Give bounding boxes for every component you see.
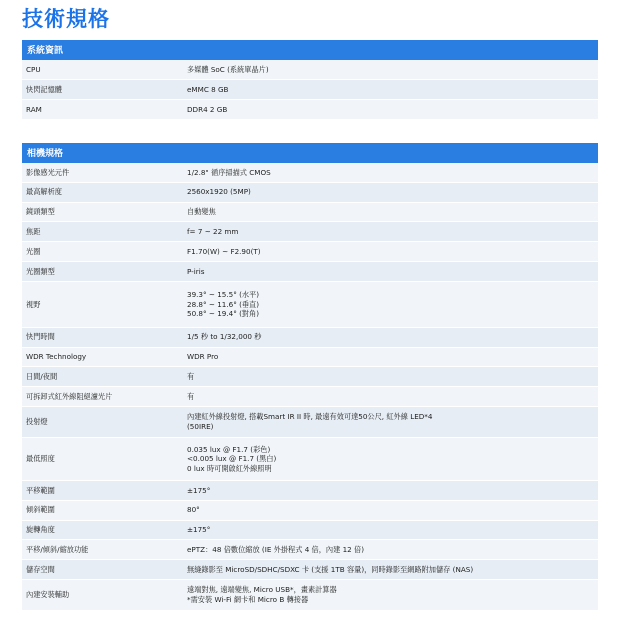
system-info-section bbox=[22, 40, 598, 120]
table-row bbox=[22, 262, 598, 282]
table-row bbox=[22, 183, 598, 203]
table-row bbox=[22, 560, 598, 580]
row-value: 無縫錄影至 MicroSD/SDHC/SDXC 卡 (支援 1TB 容量)，同時錄影至網路附加儲存 (NAS) bbox=[187, 564, 474, 574]
table-row bbox=[22, 407, 598, 438]
row-label: 焦距 bbox=[26, 227, 41, 237]
row-value: eMMC 8 GB bbox=[187, 84, 229, 94]
row-label: 影像感光元件 bbox=[26, 167, 70, 177]
row-label: 旋轉角度 bbox=[26, 525, 55, 535]
row-value: ±175° bbox=[187, 525, 211, 535]
table-row bbox=[22, 521, 598, 541]
row-value: f= 7 ~ 22 mm bbox=[187, 227, 239, 237]
row-value: ePTZ：48 倍數位縮放 (IE 外掛程式 4 倍，內建 12 倍) bbox=[187, 545, 365, 554]
row-label: 快閃記憶體 bbox=[26, 84, 62, 94]
row-value: 0.035 lux @ F1.7 (彩色) <0.005 lux @ F1.7 (黑白) 0 lux 時可開啟紅外線照明 bbox=[187, 444, 277, 473]
table-row bbox=[22, 328, 598, 348]
row-label: 日間/夜間 bbox=[26, 372, 58, 382]
table-row bbox=[22, 481, 598, 501]
table-row bbox=[22, 80, 598, 100]
row-value: F1.70(W) ~ F2.90(T) bbox=[187, 246, 261, 256]
row-value: 有 bbox=[187, 372, 195, 382]
section-header: 相機規格 bbox=[22, 143, 598, 163]
table-row bbox=[22, 438, 598, 481]
row-label: 鏡頭類型 bbox=[26, 207, 55, 217]
system-info-table bbox=[22, 60, 598, 120]
row-value: WDR Pro bbox=[187, 352, 219, 362]
table-row bbox=[22, 501, 598, 521]
row-value: 2560x1920 (5MP) bbox=[187, 187, 251, 197]
table-row bbox=[22, 163, 598, 183]
row-label: 儲存空間 bbox=[26, 564, 55, 574]
row-value: DDR4 2 GB bbox=[187, 104, 228, 114]
row-label: 平移/傾斜/縮放功能 bbox=[26, 545, 89, 554]
row-value: 39.3° ~ 15.5° (水平) 28.8° ~ 11.6° (垂直) 50.8° ~ 19.4° (對角) bbox=[187, 290, 260, 319]
row-label: RAM bbox=[26, 104, 42, 114]
row-label: WDR Technology bbox=[26, 352, 87, 362]
table-row bbox=[22, 100, 598, 120]
row-value: ±175° bbox=[187, 485, 211, 495]
table-row bbox=[22, 540, 598, 560]
table-row bbox=[22, 282, 598, 328]
table-row bbox=[22, 60, 598, 80]
row-value: 多媒體 SoC (系統單晶片) bbox=[187, 64, 269, 74]
row-value: 遠端對焦, 遠端變焦, Micro USB*，畫素計算器 *需安裝 Wi-Fi 網卡和 Micro B 轉接器 bbox=[187, 585, 337, 604]
row-label: 傾斜範圍 bbox=[26, 505, 55, 515]
row-label: 光圈 bbox=[26, 246, 41, 256]
table-row bbox=[22, 387, 598, 407]
row-label: 最低照度 bbox=[26, 454, 55, 464]
row-label: 平移範圍 bbox=[26, 485, 55, 495]
section-header: 系統資訊 bbox=[22, 40, 598, 60]
row-label: 快門時間 bbox=[26, 332, 55, 342]
row-label: CPU bbox=[26, 64, 41, 74]
table-row bbox=[22, 367, 598, 387]
row-value: 80° bbox=[187, 505, 200, 515]
camera-spec-table bbox=[22, 163, 598, 611]
row-label: 可拆卸式紅外線阻絕濾光片 bbox=[26, 391, 113, 401]
row-value: 內建紅外線投射燈, 搭載Smart IR II 時, 最遠有效可達50公尺, 紅外線 LED*4 (50IRE) bbox=[187, 412, 433, 431]
row-value: 自動變焦 bbox=[187, 207, 216, 217]
row-label: 最高解析度 bbox=[26, 187, 62, 197]
camera-spec-section bbox=[22, 143, 598, 611]
table-row bbox=[22, 242, 598, 262]
row-label: 內建安裝輔助 bbox=[26, 590, 70, 600]
row-label: 投射燈 bbox=[26, 417, 48, 427]
table-row bbox=[22, 203, 598, 223]
row-value: 1/2.8" 循序掃描式 CMOS bbox=[187, 167, 271, 177]
row-label: 光圈類型 bbox=[26, 266, 55, 276]
page-title: 技術規格 bbox=[22, 7, 110, 31]
row-value: P-iris bbox=[187, 266, 205, 276]
table-row bbox=[22, 222, 598, 242]
row-value: 有 bbox=[187, 391, 195, 401]
row-value: 1/5 秒 to 1/32,000 秒 bbox=[187, 332, 262, 342]
table-row bbox=[22, 580, 598, 611]
row-label: 視野 bbox=[26, 299, 41, 309]
table-row bbox=[22, 348, 598, 368]
